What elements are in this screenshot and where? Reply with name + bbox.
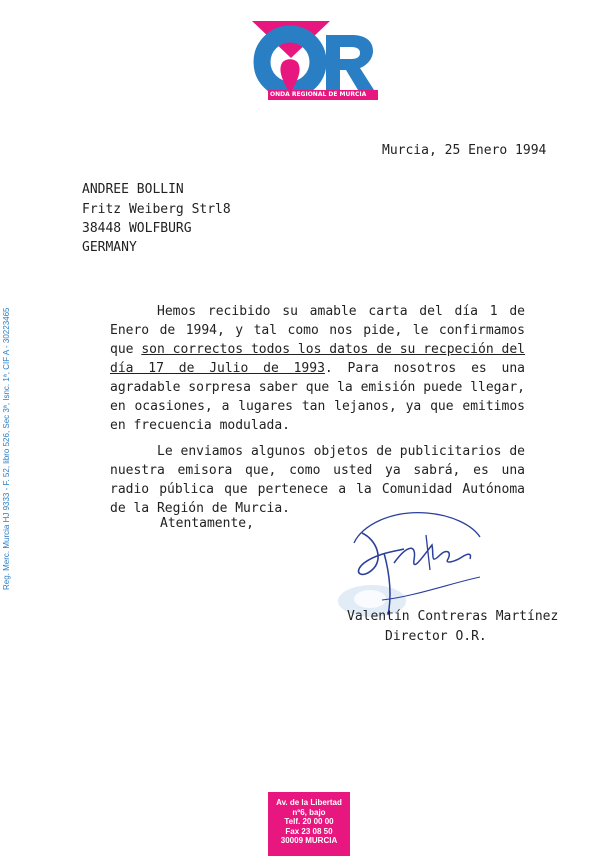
footer-line-4: Fax 23 08 50 [285,826,333,836]
registry-text: Reg. Merc. Murcia HJ 9333 - F. 52, libro 526, Sec 3ª, Isnc. 1ª, CIF A - 30223465 [2,307,11,590]
body-p1-underlined: son correctos todos los datos de su recpeción del día 17 de Julio de 1993 [110,342,525,376]
signature [322,505,497,625]
registry-sidebar [2,307,16,604]
body-p1-end: . Para nosotros es una agradable sorpresa saber que la emisión puede llegar, en ocasiones, a lugares tan lejanos, ya que emitimos en frecuencia modulada. [110,361,526,433]
body-paragraph-1 [110,302,525,435]
recipient-street: Fritz Weiberg Strl8 [82,202,231,217]
recipient-city: 38448 WOLFBURG [82,221,192,236]
footer-line-2: nº6, bajo [292,807,326,817]
signer-name: Valentín Contreras Martínez [347,609,559,624]
footer-line-5: 30009 MURCIA [280,836,338,845]
footer-line-3: Telf. 20 00 00 [284,817,334,826]
signer-title: Director O.R. [385,629,487,644]
logo-letter-r [326,35,374,90]
recipient-country: GERMANY [82,240,137,255]
body-p2-text: Le enviamos algunos objetos de publicitarios de nuestra emisora que, como usted ya sabrá, es una radio pública que pertenece a la Comunidad Autónoma de la Región de Murcia. [110,444,525,516]
logo-subtitle: ONDA REGIONAL DE MURCIA [268,90,378,100]
footer-address-box [268,792,350,856]
footer-line-1: Av. de la Libertad [276,798,342,807]
body-p1-start: Hemos recibido su amable carta del día 1 de Enero de 1994, y tal como nos pide, le confirmamos que [110,304,525,357]
closing: Atentamente, [160,516,254,531]
letter-date: Murcia, 25 Enero 1994 [382,143,547,158]
recipient-name: ANDREE BOLLIN [82,182,184,197]
